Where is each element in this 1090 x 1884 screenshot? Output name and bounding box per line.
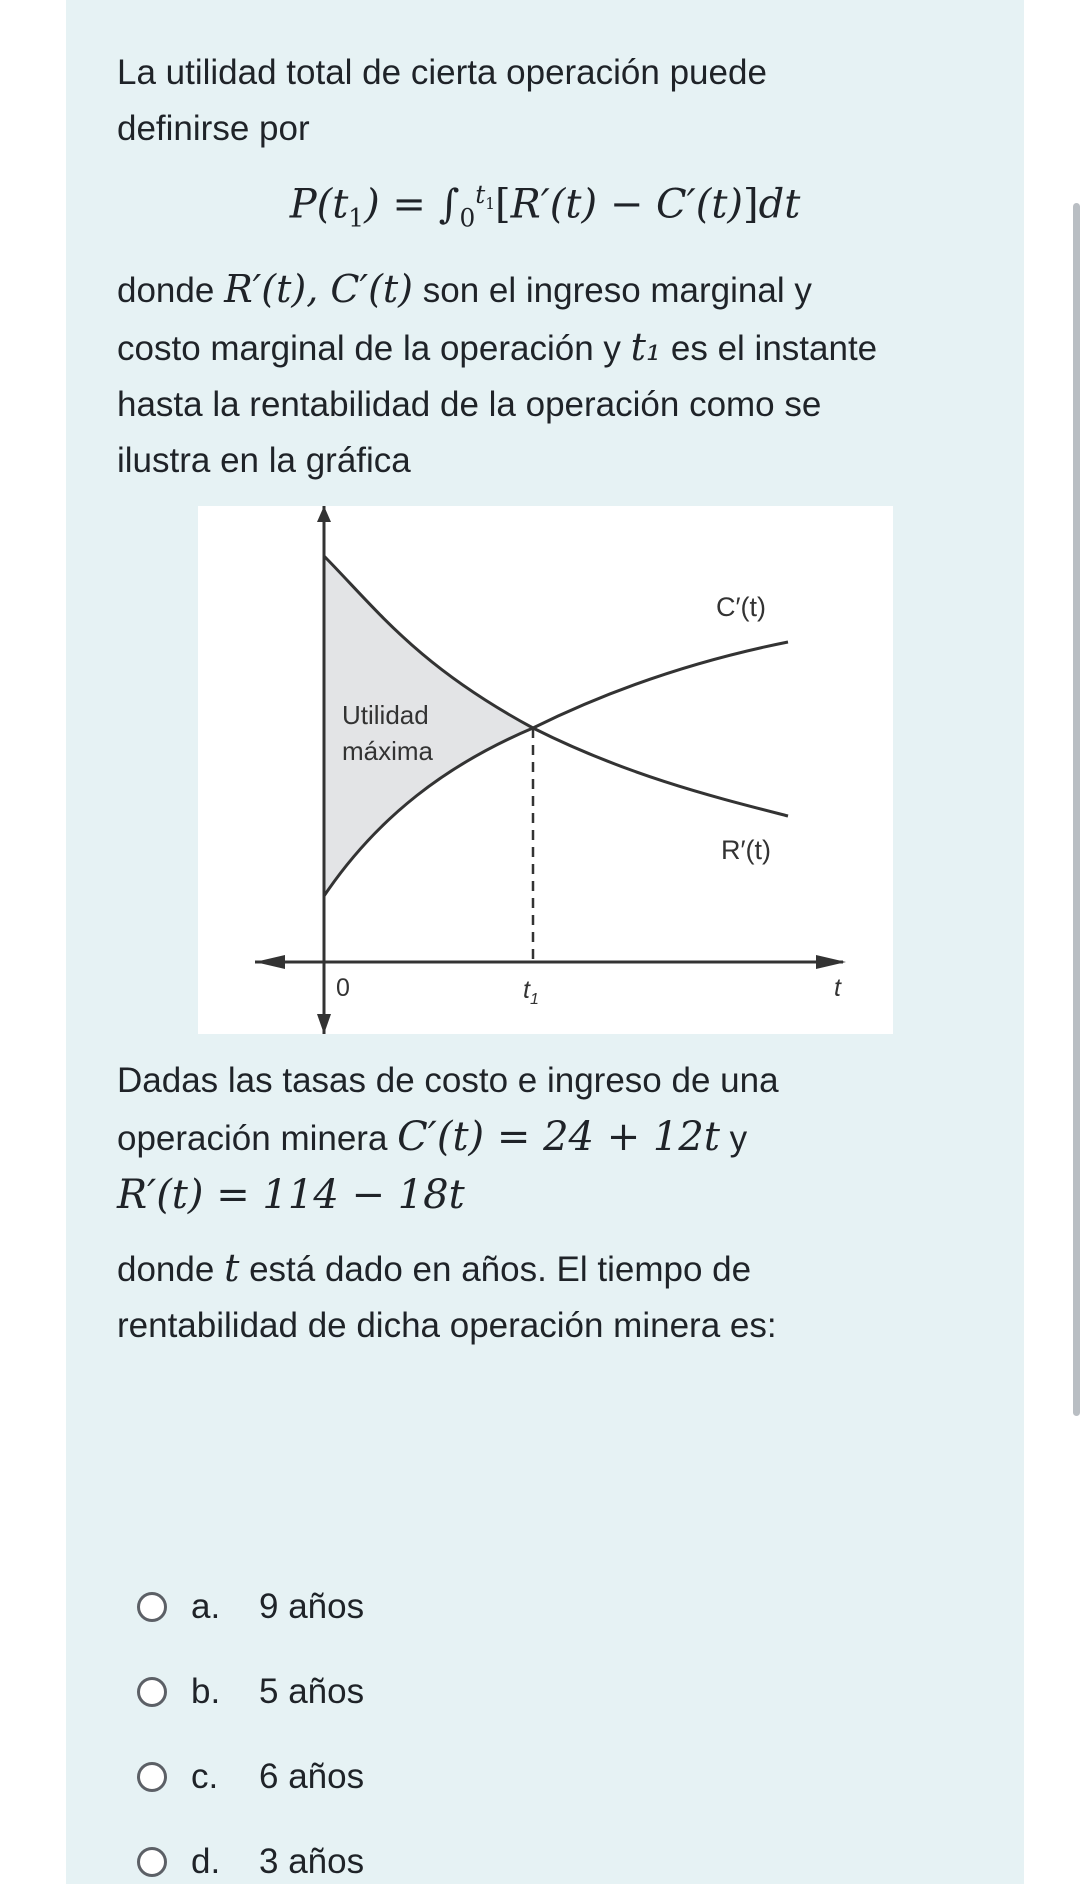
option-c[interactable] bbox=[135, 1734, 935, 1819]
desc-text-1: donde bbox=[117, 271, 215, 310]
profit-graph-svg bbox=[198, 506, 893, 1034]
desc-text-4: es el instante bbox=[670, 329, 878, 368]
given-math-1: C′(t) = 24 + 12t bbox=[397, 1114, 720, 1160]
radio-icon[interactable] bbox=[137, 1762, 167, 1792]
radio-icon[interactable] bbox=[137, 1847, 167, 1877]
ask-math: t bbox=[224, 1246, 240, 1290]
ask-text-2: está dado en años. El tiempo de bbox=[249, 1250, 752, 1289]
option-text: 5 años bbox=[259, 1671, 365, 1711]
option-letter: d. bbox=[191, 1841, 221, 1881]
desc-math-2: t₁ bbox=[630, 325, 662, 369]
given-text-2: operación minera bbox=[117, 1119, 388, 1158]
label-c-prime: C′(t) bbox=[716, 592, 767, 622]
given-math-2: R′(t) = 114 − 18t bbox=[117, 1172, 465, 1218]
option-text: 3 años bbox=[259, 1841, 365, 1881]
label-maxima: máxima bbox=[342, 736, 434, 766]
intro-line-2: definirse por bbox=[117, 109, 310, 148]
axis-t-label: t bbox=[834, 974, 841, 1002]
option-a[interactable] bbox=[135, 1564, 935, 1649]
profit-formula: $P(t_1) = \int_0^{t_1}[R'(t) - C'(t)]dt$ bbox=[289, 180, 801, 233]
ask-text-1: donde bbox=[117, 1250, 215, 1289]
radio-icon[interactable] bbox=[137, 1677, 167, 1707]
label-r-prime: R′(t) bbox=[721, 835, 772, 865]
option-letter: a. bbox=[191, 1586, 221, 1626]
ask-text-3: rentabilidad de dicha operación minera es: bbox=[117, 1306, 777, 1345]
horizontal-axis-right-arrow bbox=[816, 955, 846, 969]
desc-math-1: R′(t), C′(t) bbox=[224, 267, 414, 311]
label-utilidad: Utilidad bbox=[342, 700, 429, 730]
profit-graph bbox=[198, 506, 893, 1034]
option-letter: b. bbox=[191, 1671, 221, 1711]
given-text-3: y bbox=[729, 1119, 748, 1158]
question-given bbox=[117, 1053, 977, 1225]
radio-icon[interactable] bbox=[137, 1592, 167, 1622]
option-letter: c. bbox=[191, 1756, 219, 1796]
question-ask bbox=[117, 1240, 977, 1354]
option-text: 9 años bbox=[259, 1586, 365, 1626]
question-intro bbox=[117, 45, 977, 157]
desc-text-6: ilustra en la gráfica bbox=[117, 441, 411, 480]
tick-t1: $t_1$ bbox=[523, 976, 539, 1008]
answer-options bbox=[135, 1564, 935, 1884]
desc-text-3: costo marginal de la operación y bbox=[117, 329, 621, 368]
question-description bbox=[117, 261, 977, 489]
given-text-1: Dadas las tasas de costo e ingreso de una bbox=[117, 1061, 779, 1100]
horizontal-axis-left-arrow bbox=[255, 955, 285, 969]
desc-text-2: son el ingreso marginal y bbox=[422, 271, 812, 310]
vertical-axis-top-arrow bbox=[317, 506, 331, 522]
option-d[interactable] bbox=[135, 1819, 935, 1884]
scrollbar[interactable] bbox=[1073, 203, 1080, 1416]
desc-text-5: hasta la rentabilidad de la operación como se bbox=[117, 385, 822, 424]
intro-line-1: La utilidad total de cierta operación puede bbox=[117, 53, 767, 92]
option-text: 6 años bbox=[259, 1756, 365, 1796]
tick-zero: 0 bbox=[336, 974, 350, 1002]
option-b[interactable] bbox=[135, 1649, 935, 1734]
vertical-axis-bottom-arrow bbox=[317, 1014, 331, 1034]
